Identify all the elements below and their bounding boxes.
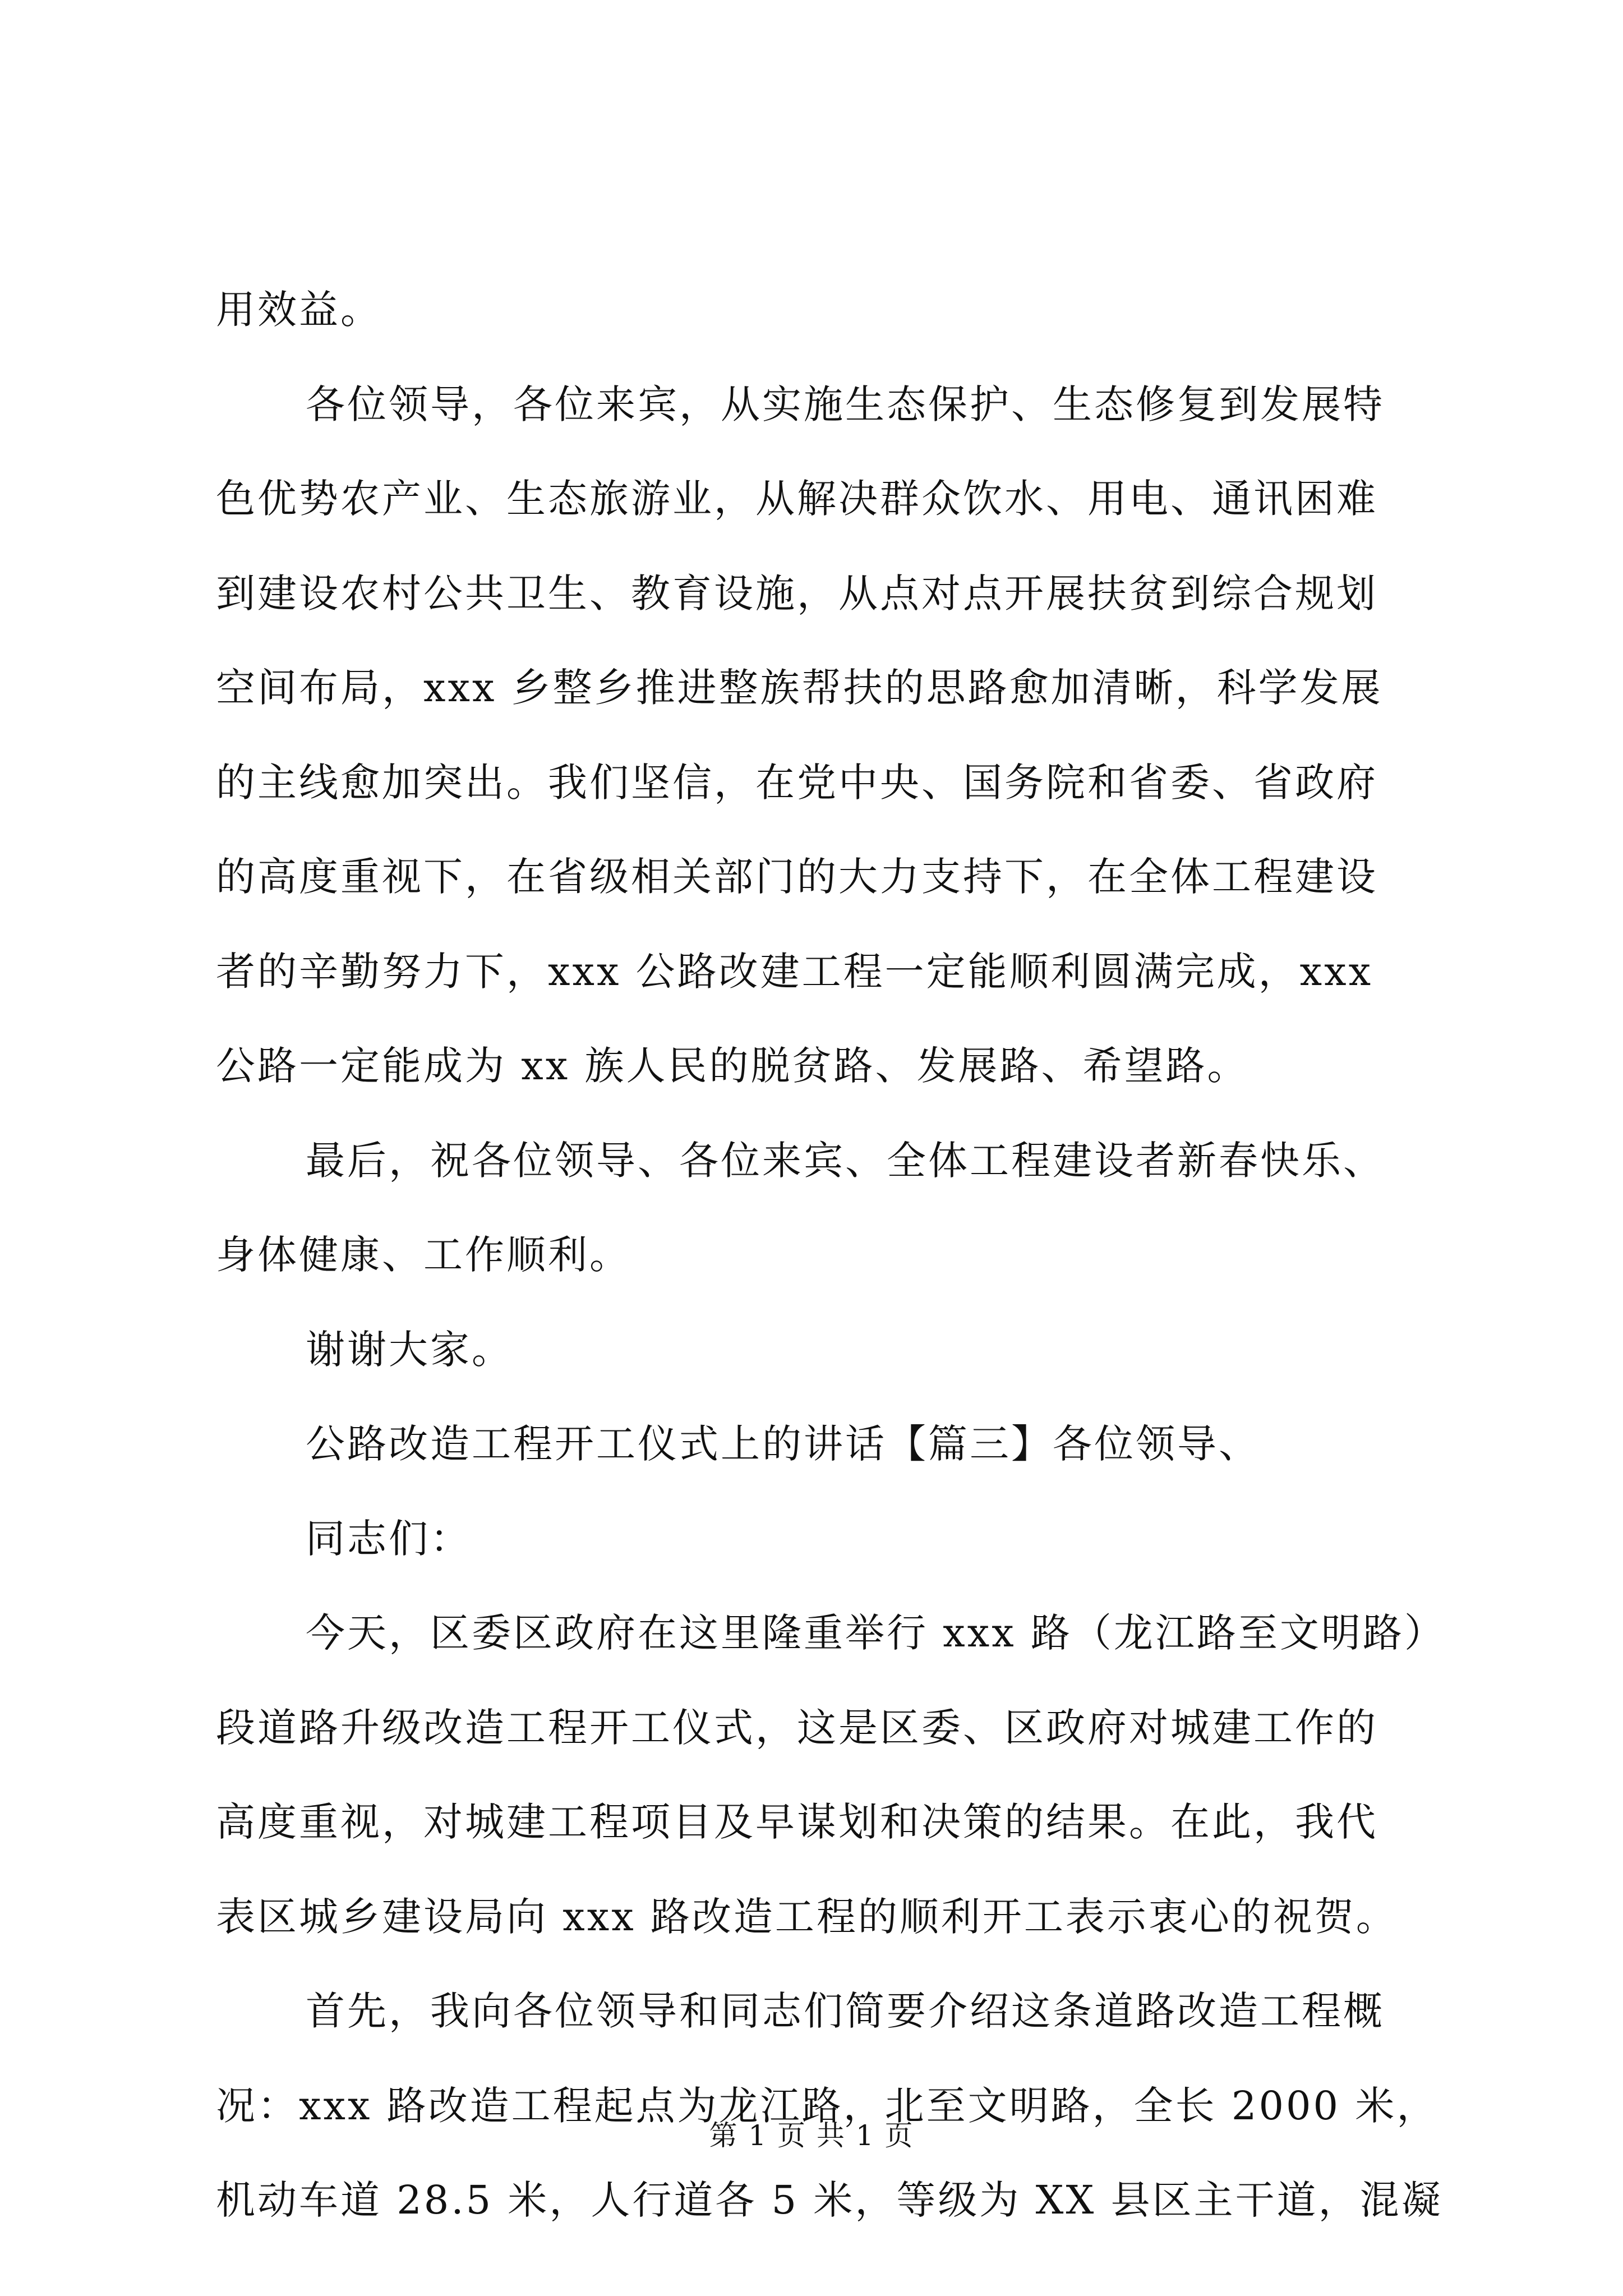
text-line: 用效益。 [216, 287, 382, 333]
text-line: 今天，区委区政府在这里隆重举行 xxx 路（龙江路至文明路） [306, 1610, 1446, 1656]
page-footer: 第 1 页 共 1 页 [709, 2119, 914, 2152]
text-line: 的高度重视下，在省级相关部门的大力支持下，在全体工程建设 [216, 854, 1378, 900]
text-line: 况：xxx 路改造工程起点为龙江路，北至文明路，全长 2000 米， [216, 2082, 1438, 2129]
section-heading: 公路改造工程开工仪式上的讲话【篇三】各位领导、 [306, 1421, 1260, 1467]
document-body [216, 263, 1446, 2248]
text-line: 公路一定能成为 xx 族人民的脱贫路、发展路、希望路。 [216, 1043, 1249, 1089]
text-line: 同志们： [306, 1515, 472, 1562]
text-line: 色优势农产业、生态旅游业，从解决群众饮水、用电、通讯困难 [216, 476, 1378, 522]
text-line: 高度重视，对城建工程项目及早谋划和决策的结果。在此，我代 [216, 1799, 1378, 1845]
text-line: 身体健康、工作顺利。 [216, 1232, 631, 1278]
text-line: 的主线愈加突出。我们坚信，在党中央、国务院和省委、省政府 [216, 759, 1378, 806]
text-line: 到建设农村公共卫生、教育设施，从点对点开展扶贫到综合规划 [216, 570, 1378, 616]
text-line: 机动车道 28.5 米，人行道各 5 米，等级为 XX 县区主干道，混凝 [216, 2177, 1443, 2223]
text-line: 段道路升级改造工程开工仪式，这是区委、区政府对城建工作的 [216, 1704, 1378, 1751]
text-line: 者的辛勤努力下，xxx 公路改建工程一定能顺利圆满完成，xxx [216, 948, 1373, 995]
text-line: 表区城乡建设局向 xxx 路改造工程的顺利开工表示衷心的祝贺。 [216, 1893, 1398, 1940]
text-line: 各位领导，各位来宾，从实施生态保护、生态修复到发展特 [306, 381, 1385, 427]
text-line: 首先，我向各位领导和同志们简要介绍这条道路改造工程概 [306, 1988, 1385, 2034]
text-line: 空间布局，xxx 乡整乡推进整族帮扶的思路愈加清晰，科学发展 [216, 665, 1383, 711]
text-line: 谢谢大家。 [306, 1326, 513, 1373]
text-line: 最后，祝各位领导、各位来宾、全体工程建设者新春快乐、 [306, 1137, 1385, 1184]
